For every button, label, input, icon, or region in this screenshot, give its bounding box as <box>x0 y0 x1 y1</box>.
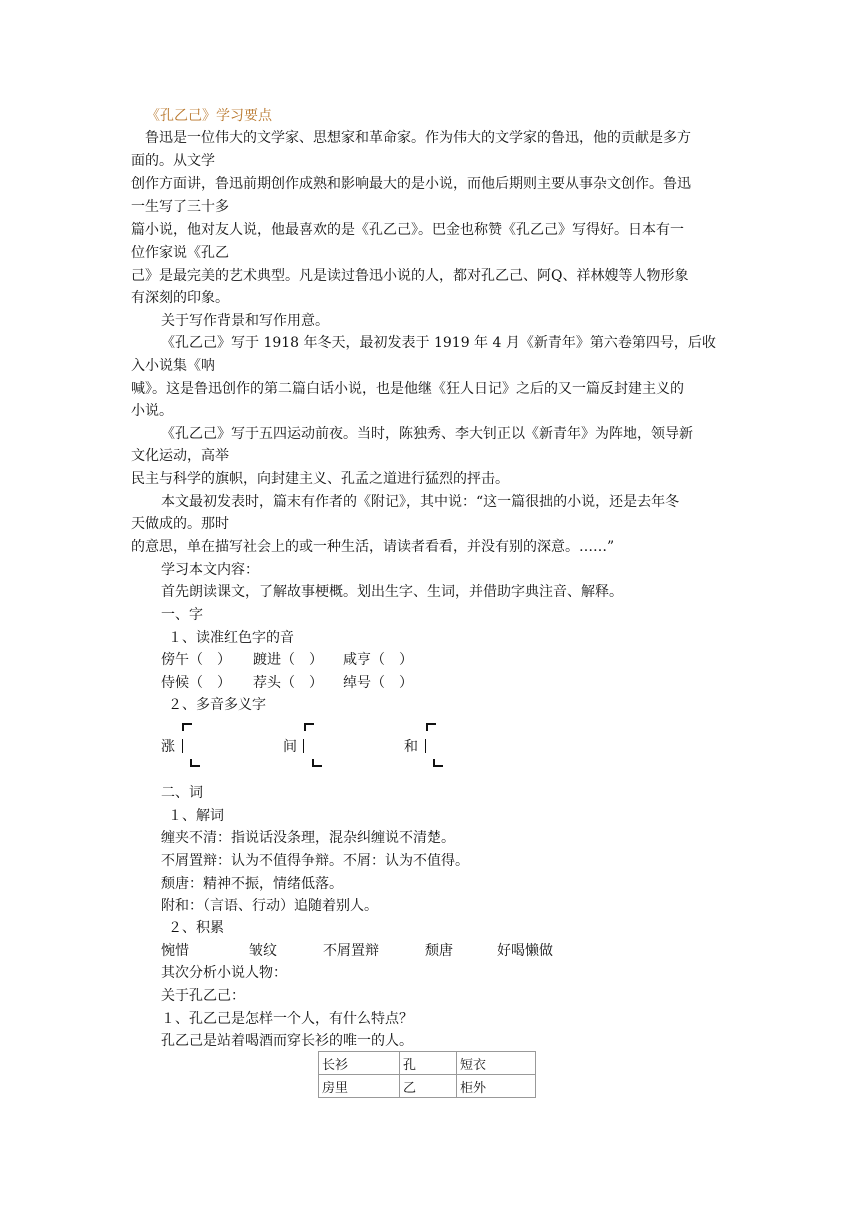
section-heading: 其次分析小说人物： <box>161 965 287 981</box>
subsection-heading: ２、多音多义字 <box>168 697 266 713</box>
paragraph-line: 《孔乙己》写于五四运动前夜。当时，陈独秀、李大钊正以《新青年》为阵地，领导新 <box>161 426 693 442</box>
paragraph-line: 面的。从文学 <box>131 153 215 169</box>
bracket-top <box>304 723 314 731</box>
paragraph-line: 创作方面讲，鲁迅前期创作成熟和影响最大的是小说，而他后期则主要从事杂文创作。鲁迅 <box>131 176 691 192</box>
bracket-mid <box>182 739 183 753</box>
subsection-heading: 关于孔乙己： <box>161 988 245 1004</box>
paragraph-line: 《孔乙己》写于 1918 年冬天，最初发表于 1919 年 4 月《新青年》第六卷第四号，后收 <box>161 335 716 351</box>
table-row <box>319 1075 536 1098</box>
paragraph-line: 鲁迅是一位伟大的文学家、思想家和革命家。作为伟大的文学家的鲁迅，他的贡献是多方 <box>131 130 691 146</box>
polyphonic-char: 和 <box>404 739 418 755</box>
table-cell: 乙 <box>400 1075 457 1098</box>
paragraph-line: 位作家说《孔乙 <box>131 245 229 261</box>
paragraph-line: 篇小说，他对友人说，他最喜欢的是《孔乙己》。巴金也称赞《孔乙己》写得好。日本有一 <box>131 222 684 238</box>
pinyin-item: 傍午（ ） <box>161 652 231 668</box>
word-item: 好喝懒做 <box>497 943 553 959</box>
bracket-bottom <box>433 759 443 767</box>
answer-line: 孔乙己是站着喝酒而穿长衫的唯一的人。 <box>161 1033 413 1049</box>
question-line: １、孔乙己是怎样一个人，有什么特点？ <box>161 1011 413 1027</box>
paragraph-line: 入小说集《呐 <box>131 358 215 374</box>
word-item: 颓唐 <box>425 943 453 959</box>
definition-line: 缠夹不清：指说话没条理，混杂纠缠说不清楚。 <box>161 830 455 846</box>
table-cell: 短衣 <box>457 1052 536 1075</box>
bracket-bottom <box>190 759 200 767</box>
pinyin-row <box>161 652 413 668</box>
paragraph-line: 天做成的。那时 <box>131 516 229 532</box>
bracket-mid <box>425 739 426 753</box>
bracket-mid <box>303 739 304 753</box>
table-cell: 孔 <box>400 1052 457 1075</box>
paragraph-line: 关于写作背景和写作用意。 <box>161 313 329 329</box>
pinyin-item: 咸亨（ ） <box>343 652 413 668</box>
table-row <box>319 1052 536 1075</box>
definition-line: 颓唐：精神不振，情绪低落。 <box>161 876 343 892</box>
doc-title: 《孔乙己》学习要点 <box>146 108 272 124</box>
bracket-top <box>426 723 436 731</box>
paragraph-line: 小说。 <box>131 403 173 419</box>
paragraph-line: 学习本文内容： <box>161 562 259 578</box>
definition-line: 附和：（言语、行动）追随着别人。 <box>161 898 378 914</box>
accumulate-words <box>161 943 553 959</box>
bracket-top <box>182 723 192 731</box>
word-item: 皱纹 <box>249 943 277 959</box>
subsection-heading: １、读准红色字的音 <box>168 630 294 646</box>
subsection-heading: １、解词 <box>168 808 224 824</box>
polyphonic-char: 涨 <box>161 739 175 755</box>
section-heading: 二、词 <box>161 785 203 801</box>
paragraph-line: 己》是最完美的艺术典型。凡是读过鲁迅小说的人，都对孔乙己、阿Q、祥林嫂等人物形象 <box>131 268 689 284</box>
paragraph-line: 本文最初发表时，篇末有作者的《附记》，其中说：“这一篇很拙的小说，还是去年冬 <box>161 494 680 510</box>
subsection-heading: ２、积累 <box>168 920 224 936</box>
table-cell: 房里 <box>319 1075 400 1098</box>
paragraph-line: 一生写了三十多 <box>131 199 229 215</box>
polyphonic-char: 间 <box>283 739 297 755</box>
pinyin-item: 荐头（ ） <box>253 675 323 691</box>
word-item: 惋惜 <box>161 943 189 959</box>
table-cell: 柜外 <box>457 1075 536 1098</box>
paragraph-line: 文化运动，高举 <box>131 448 229 464</box>
pinyin-item: 绰号（ ） <box>343 675 413 691</box>
paragraph-line: 喊》。这是鲁迅创作的第二篇白话小说，也是他继《狂人日记》之后的又一篇反封建主义的 <box>131 381 684 397</box>
paragraph-line: 首先朗读课文，了解故事梗概。划出生字、生词，并借助字典注音、解释。 <box>161 584 623 600</box>
section-heading: 一、字 <box>161 607 203 623</box>
comparison-table <box>318 1051 536 1098</box>
word-item: 不屑置辩 <box>323 943 379 959</box>
table-cell: 长衫 <box>319 1052 400 1075</box>
pinyin-item: 踱进（ ） <box>253 652 323 668</box>
pinyin-item: 侍候（ ） <box>161 675 231 691</box>
definition-line: 不屑置辩：认为不值得争辩。不屑：认为不值得。 <box>161 853 469 869</box>
bracket-bottom <box>312 759 322 767</box>
paragraph-line: 的意思，单在描写社会上的或一种生活，请读者看看，并没有别的深意。……” <box>131 539 615 555</box>
pinyin-row <box>161 675 413 691</box>
paragraph-line: 民主与科学的旗帜，向封建主义、孔孟之道进行猛烈的抨击。 <box>131 471 509 487</box>
paragraph-line: 有深刻的印象。 <box>131 290 229 306</box>
